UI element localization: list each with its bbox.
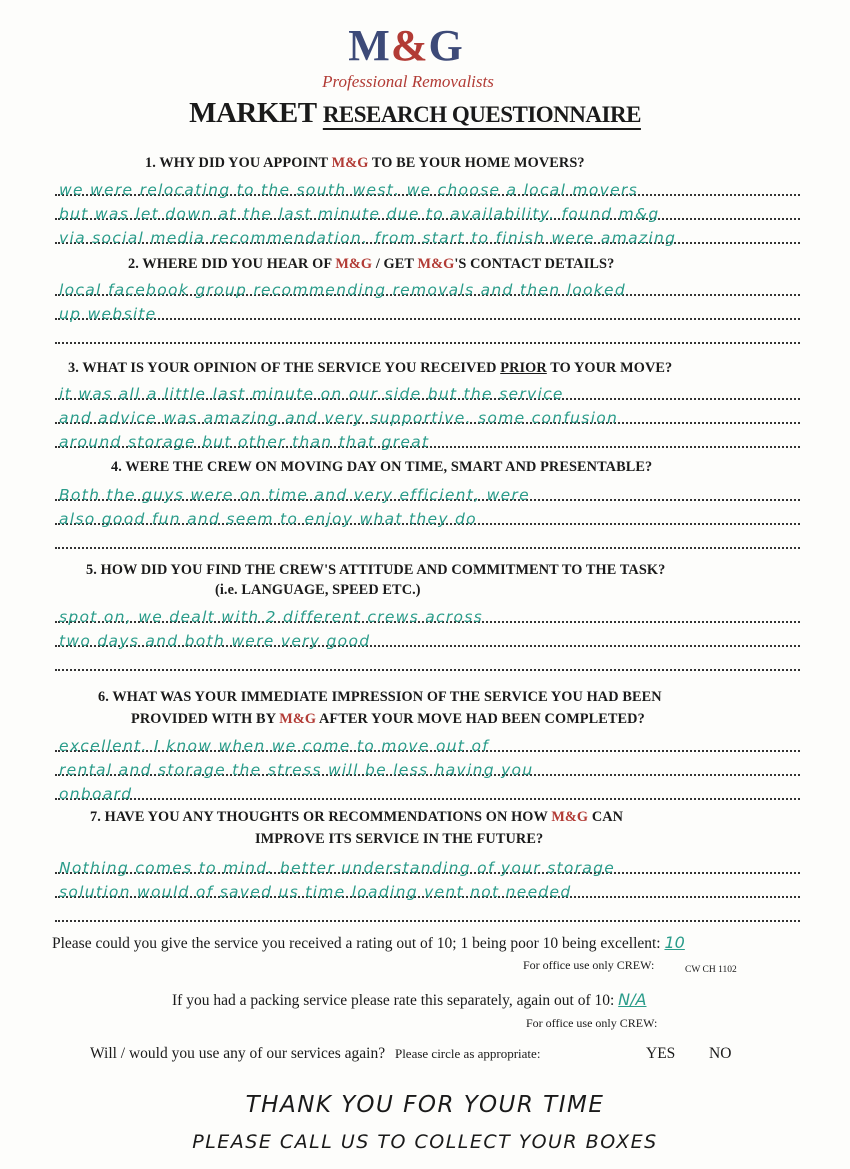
handwritten-answer: spot on, we dealt with 2 different crews across [59, 608, 484, 626]
answer-line [55, 296, 800, 323]
handwritten-answer: via social media recommendation. from start to finish were amazing [59, 229, 677, 247]
company-tagline: Professional Removalists [322, 72, 494, 91]
answer-line [55, 874, 800, 901]
question-6-text: PROVIDED WITH BY M&G AFTER YOUR MOVE HAD BEEN COMPLETED? [131, 711, 645, 727]
office-use-crew-label: For office use only CREW: [523, 958, 655, 972]
handwritten-answer: we were relocating to the south west. we choose a local movers [59, 181, 638, 199]
answer-line [55, 272, 800, 299]
handwritten-answer: two days and both were very good [59, 632, 371, 650]
handwritten-answer: excellent. I know when we come to move out of [59, 737, 490, 755]
answer-line [55, 196, 800, 223]
answer-3-field[interactable] [55, 376, 800, 451]
question-3-text: 3. WHAT IS YOUR OPINION OF THE SERVICE YOU RECEIVED PRIOR TO YOUR MOVE? [68, 360, 673, 376]
answer-line [55, 898, 800, 922]
answer-line [55, 752, 800, 779]
answer-1-field[interactable] [55, 172, 800, 247]
answer-line [55, 320, 800, 344]
question-7-text: 7. HAVE YOU ANY THOUGHTS OR RECOMMENDATIONS ON HOW M&G CAN [90, 809, 624, 825]
packing-rating: If you had a packing service please rate this separately, again out of 10: N/A [172, 990, 647, 1009]
answer-5-field[interactable] [55, 599, 800, 671]
answer-line [55, 850, 800, 877]
answer-line [55, 172, 800, 199]
question-7-text: IMPROVE ITS SERVICE IN THE FUTURE? [255, 831, 544, 847]
question-5-text: 5. HOW DID YOU FIND THE CREW'S ATTITUDE AND COMMITMENT TO THE TASK? [86, 562, 666, 578]
question-6-text: 6. WHAT WAS YOUR IMMEDIATE IMPRESSION OF THE SERVICE YOU HAD BEEN [98, 689, 662, 705]
crew-code: CW CH 1102 [685, 965, 737, 975]
office-use-crew-label-2: For office use only CREW: [526, 1016, 658, 1030]
no-option[interactable]: NO [709, 1045, 732, 1062]
handwritten-answer: and advice was amazing and very supportive. some confusion [59, 409, 619, 427]
page-title: MARKET RESEARCH QUESTIONNAIRE [189, 97, 641, 129]
answer-line [55, 424, 800, 451]
question-5-text: (i.e. LANGUAGE, SPEED ETC.) [215, 582, 421, 598]
company-logo: M&G [348, 21, 464, 70]
answer-line [55, 647, 800, 671]
answer-line [55, 501, 800, 528]
answer-line [55, 525, 800, 549]
answer-line [55, 477, 800, 504]
use-again-question: Will / would you use any of our services again? Please circle as appropriate: [90, 1045, 541, 1062]
packing-rating-value[interactable]: N/A [618, 990, 647, 1009]
thank-you-message: THANK YOU FOR YOUR TIME [245, 1092, 605, 1118]
answer-2-field[interactable] [55, 272, 800, 344]
handwritten-answer: onboard [59, 785, 133, 803]
answer-line [55, 776, 800, 803]
collect-boxes-message: PLEASE CALL US TO COLLECT YOUR BOXES [192, 1131, 658, 1153]
handwritten-answer: Both the guys were on time and very efficient, were [59, 486, 530, 504]
handwritten-answer: but was let down at the last minute due to availability. found m&g [59, 205, 660, 223]
answer-4-field[interactable] [55, 477, 800, 549]
handwritten-answer: also good fun and seem to enjoy what they do [59, 510, 477, 528]
yes-option[interactable]: YES [646, 1045, 676, 1062]
answer-7-field[interactable] [55, 850, 800, 922]
question-4-text: 4. WERE THE CREW ON MOVING DAY ON TIME, SMART AND PRESENTABLE? [111, 459, 653, 475]
answer-line [55, 376, 800, 403]
handwritten-answer: Nothing comes to mind. better understanding of your storage [59, 859, 616, 877]
answer-line [55, 623, 800, 650]
question-2-text: 2. WHERE DID YOU HEAR OF M&G / GET M&G'S CONTACT DETAILS? [128, 256, 615, 272]
handwritten-answer: local facebook group recommending removals and then looked [59, 281, 627, 299]
service-rating: Please could you give the service you received a rating out of 10; 1 being poor 10 being excellent: 10 [52, 933, 685, 952]
answer-line [55, 400, 800, 427]
answer-line [55, 599, 800, 626]
handwritten-answer: around storage but other than that great [59, 433, 430, 451]
handwritten-answer: up website [59, 305, 157, 323]
handwritten-answer: rental and storage the stress will be less having you [59, 761, 534, 779]
question-1-text: 1. WHY DID YOU APPOINT M&G TO BE YOUR HOME MOVERS? [145, 155, 585, 171]
answer-6-field[interactable] [55, 728, 800, 803]
service-rating-value[interactable]: 10 [664, 933, 685, 952]
handwritten-answer: it was all a little last minute on our side but the service [59, 385, 564, 403]
answer-line [55, 220, 800, 247]
answer-line [55, 728, 800, 755]
handwritten-answer: solution would of saved us time loading vent not needed [59, 883, 572, 901]
